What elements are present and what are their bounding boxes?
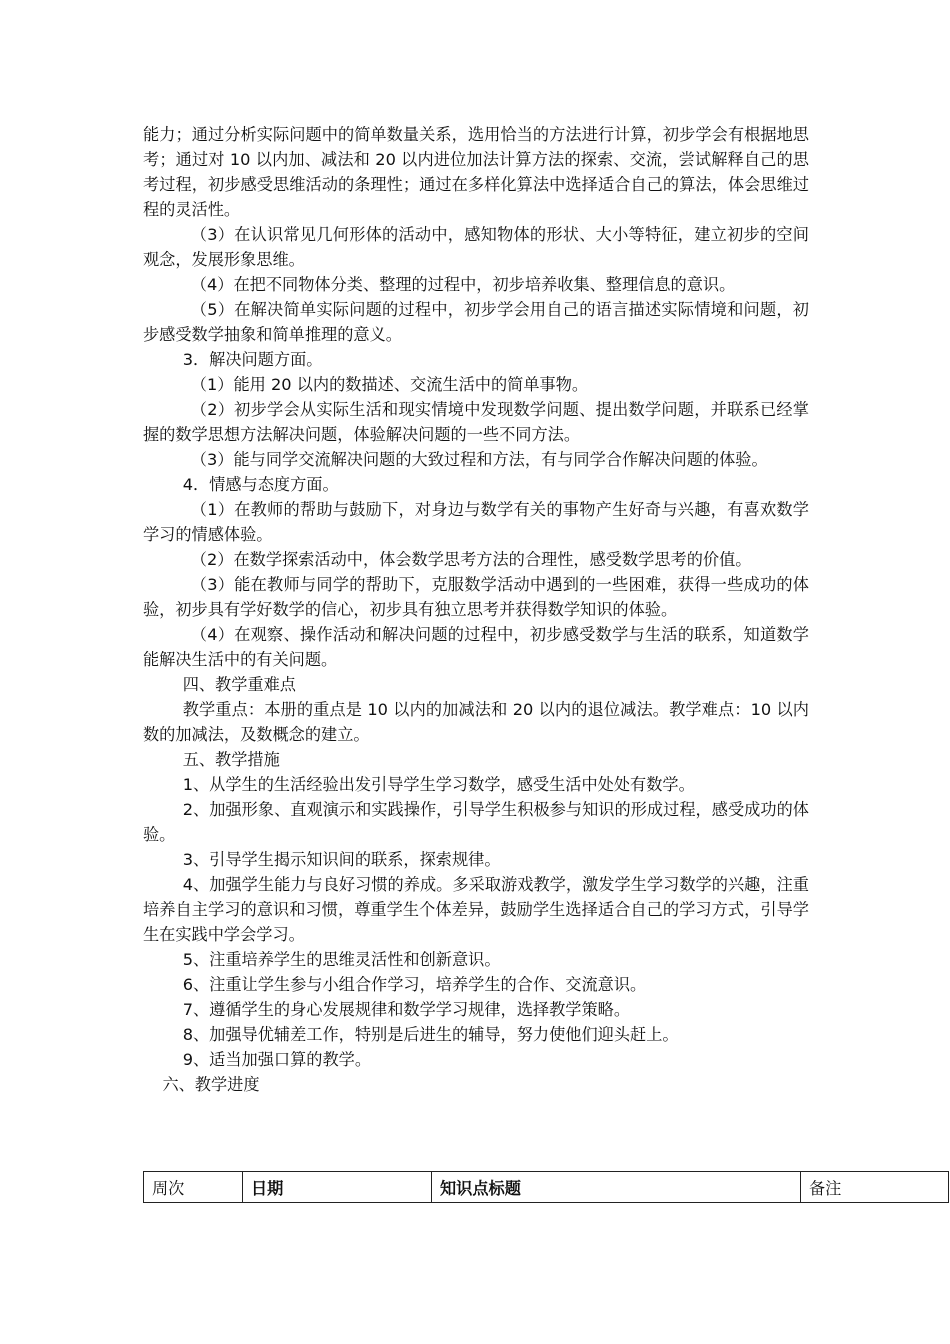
paragraph: （1）能用 20 以内的数描述、交流生活中的简单事物。 [190, 375, 589, 394]
table-header-row [144, 1172, 949, 1203]
paragraph: （3）能在教师与同学的帮助下，克服数学活动中遇到的一些困难，获得一些成功的体验，初步具有学好数学的信心，初步具有独立思考并获得数学知识的体验。 [143, 575, 809, 619]
list-item: 5、注重培养学生的思维灵活性和创新意识。 [182, 950, 501, 969]
list-item: 2、加强形象、直观演示和实践操作，引导学生积极参与知识的形成过程，感受成功的体验。 [143, 800, 809, 844]
paragraph: （3）在认识常见几何形体的活动中，感知物体的形状、大小等特征，建立初步的空间观念，发展形象思维。 [143, 225, 809, 269]
paragraph: （5）在解决简单实际问题的过程中，初步学会用自己的语言描述实际情境和问题，初步感受数学抽象和简单推理的意义。 [143, 300, 809, 344]
list-item: 8、加强导优辅差工作，特别是后进生的辅导，努力使他们迎头赶上。 [182, 1025, 679, 1044]
schedule-table [143, 1171, 949, 1203]
list-item: 6、注重让学生参与小组合作学习，培养学生的合作、交流意识。 [182, 975, 647, 994]
section-heading: 六、教学进度 [162, 1075, 260, 1094]
list-item: 7、遵循学生的身心发展规律和数学学习规律，选择教学策略。 [182, 1000, 631, 1019]
paragraph: （4）在把不同物体分类、整理的过程中，初步培养收集、整理信息的意识。 [190, 275, 736, 294]
paragraph: （3）能与同学交流解决问题的大致过程和方法，有与同学合作解决问题的体验。 [190, 450, 768, 469]
paragraph: 能力；通过分析实际问题中的简单数量关系，选用恰当的方法进行计算，初步学会有根据地思考；通过对 10 以内加、减法和 20 以内进位加法计算方法的探索、交流，尝试解释自己的思考过程，初步感受思维活动的条理性；通过在多样化算法中选择适合自己的算法，体会思维过程的灵活性。 [143, 125, 809, 219]
paragraph: 教学重点：本册的重点是 10 以内的加减法和 20 以内的退位减法。教学难点：10 以内数的加减法，及数概念的建立。 [143, 700, 809, 744]
header-cell-topic: 知识点标题 [432, 1172, 801, 1203]
header-cell-notes: 备注 [801, 1172, 949, 1203]
header-cell-week: 周次 [144, 1172, 243, 1203]
list-item: 9、适当加强口算的教学。 [182, 1050, 372, 1069]
paragraph: （4）在观察、操作活动和解决问题的过程中，初步感受数学与生活的联系，知道数学能解决生活中的有关问题。 [143, 625, 809, 669]
paragraph: （2）在数学探索活动中，体会数学思考方法的合理性，感受数学思考的价值。 [190, 550, 752, 569]
paragraph: （1）在教师的帮助与鼓励下，对身边与数学有关的事物产生好奇与兴趣，有喜欢数学学习的情感体验。 [143, 500, 809, 544]
list-item: 3、引导学生揭示知识间的联系，探索规律。 [182, 850, 501, 869]
body-text [143, 122, 809, 1097]
section-heading: 五、教学措施 [182, 750, 280, 769]
section-heading: 四、教学重难点 [182, 675, 296, 694]
paragraph: （2）初步学会从实际生活和现实情境中发现数学问题、提出数学问题，并联系已经掌握的数学思想方法解决问题，体验解决问题的一些不同方法。 [143, 400, 809, 444]
section-heading: 3．解决问题方面。 [182, 350, 323, 369]
list-item: 1、从学生的生活经验出发引导学生学习数学，感受生活中处处有数学。 [182, 775, 695, 794]
header-cell-date: 日期 [243, 1172, 432, 1203]
list-item: 4、加强学生能力与良好习惯的养成。多采取游戏教学，激发学生学习数学的兴趣，注重培养自主学习的意识和习惯，尊重学生个体差异，鼓励学生选择适合自己的学习方式，引导学生在实践中学会学习。 [143, 875, 809, 944]
section-heading: 4．情感与态度方面。 [182, 475, 339, 494]
